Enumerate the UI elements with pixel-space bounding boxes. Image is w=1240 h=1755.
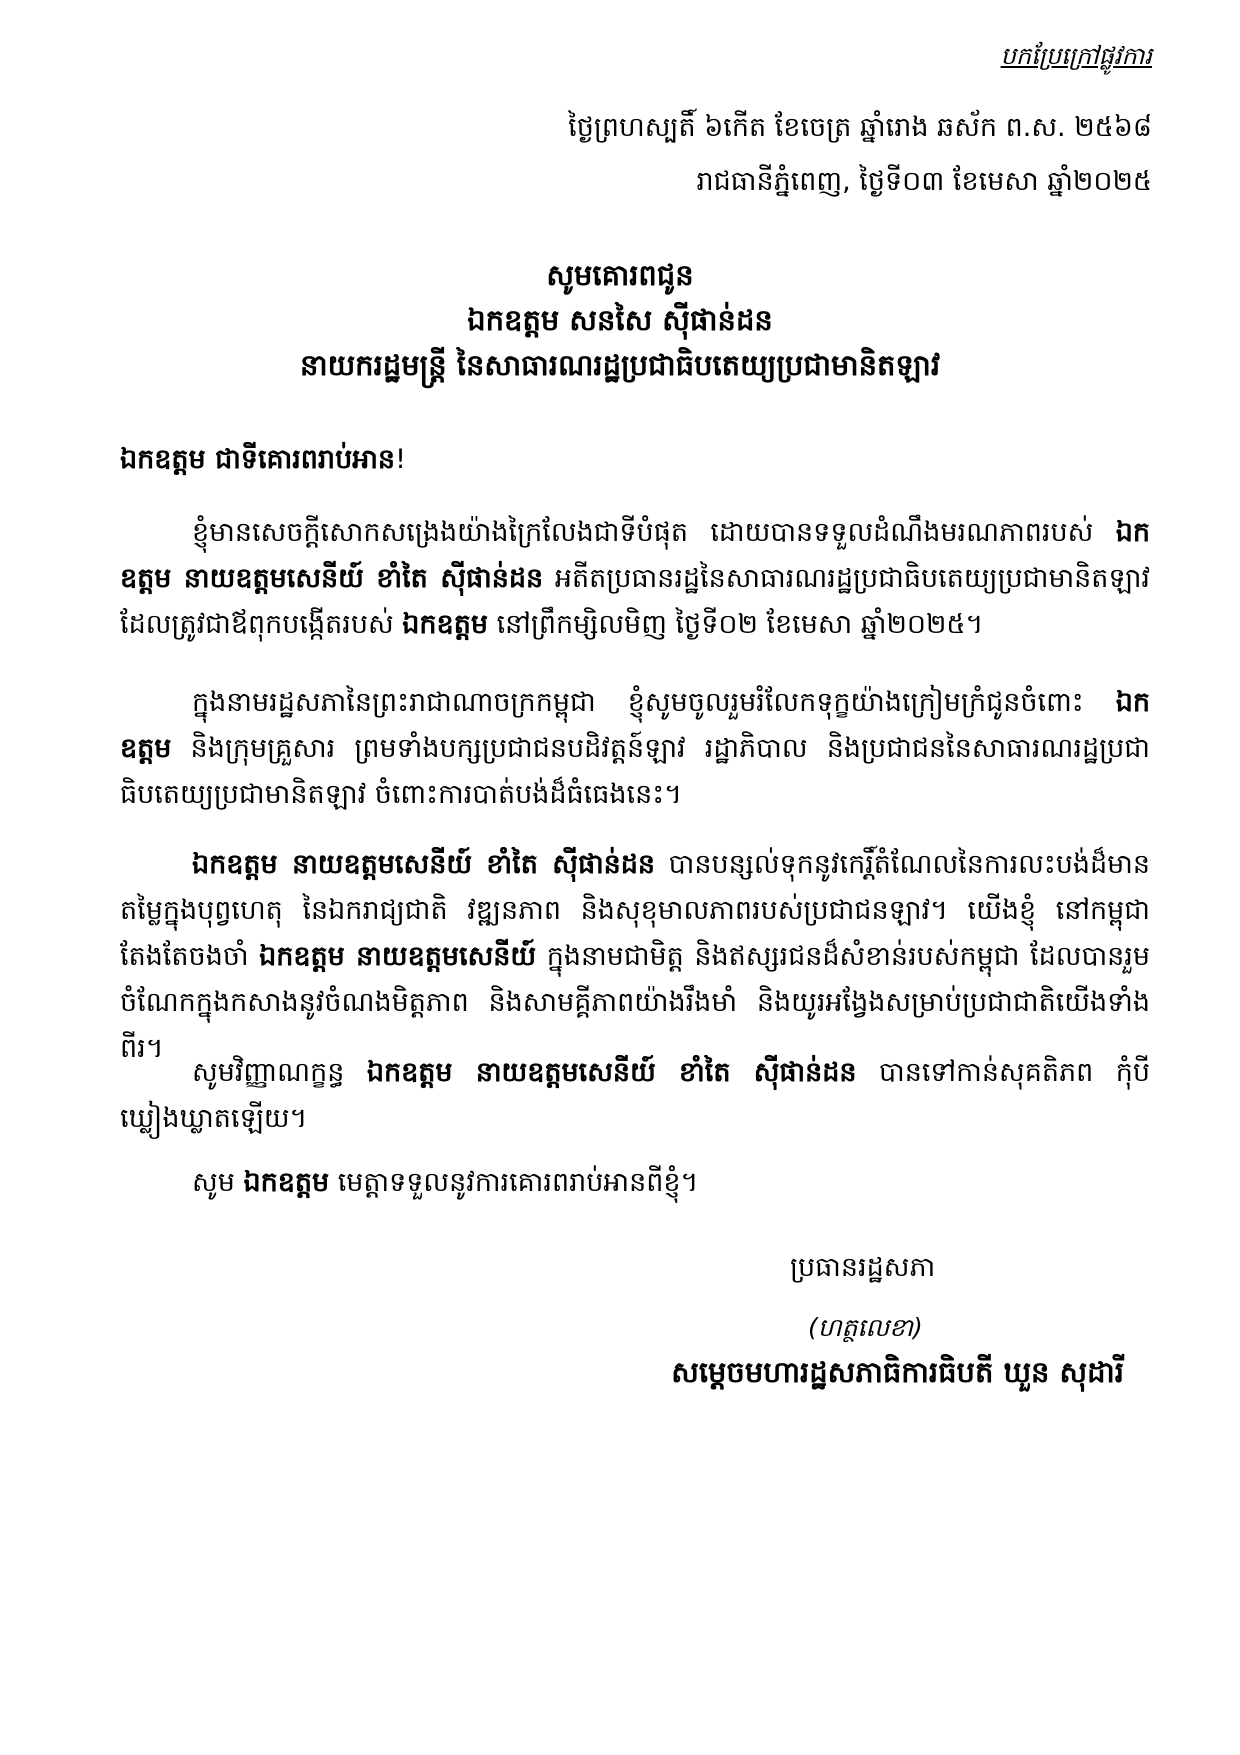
text: សូមវិញ្ញាណក្ខន្ធ <box>192 1057 367 1088</box>
paragraph-closing <box>120 1160 1150 1206</box>
text: និងក្រុមគ្រួសារ ព្រមទាំងបក្សប្រជាជនបដិវត្តន៍ឡាវ រដ្ឋាភិបាល និងប្រជាជននៃសាធារណរដ្ឋប្រជាធិបតេយ្យប្រជាមានិតឡាវ ចំពោះការបាត់បង់ដ៏ធំធេងនេះ។ <box>120 733 1150 810</box>
recipient-line-2: ឯកឧត្តម សនសៃ ស៊ីផាន់ដន <box>467 303 773 337</box>
bold-text: ឯកឧត្តម <box>402 609 488 640</box>
bold-text: ឯកឧត្តម នាយឧត្តមសេនីយ៍ ខាំតៃ ស៊ីផាន់ដន <box>192 849 656 880</box>
recipient-line-1: សូមគោរពជូន <box>546 258 694 292</box>
bold-text: ឯកឧត្តម នាយឧត្តមសេនីយ៍ ខាំតៃ ស៊ីផាន់ដន <box>120 517 1150 594</box>
signatory-name: សម្តេចមហារដ្ឋសភាធិការធិបតី ឃួន សុដារី <box>671 1355 1124 1389</box>
text: ក្នុងនាមរដ្ឋសភានៃព្រះរាជាណាចក្រកម្ពុជា ខ្ញុំសូមចូលរួមរំលែកទុក្ខយ៉ាងក្រៀមក្រំជូនចំពោះ <box>192 687 1116 718</box>
text: អតីតប្រធានរដ្ឋនៃសាធារណរដ្ឋប្រជាធិបតេយ្យប្រជាមានិតឡាវ ដែលត្រូវជាឪពុកបង្កើតរបស់ <box>120 563 1150 640</box>
paragraph-sympathy <box>120 680 1150 818</box>
text: នៅព្រឹកម្សិលមិញ ថ្ងៃទី០២ ខែមេសា ឆ្នាំ២០២៥។ <box>487 609 984 640</box>
bold-text: ឯកឧត្តម នាយឧត្តមសេនីយ៍ ខាំតៃ ស៊ីផាន់ដន <box>366 1057 857 1088</box>
text: បានទៅកាន់សុគតិភព កុំបីឃ្លៀងឃ្លាតឡើយ។ <box>120 1057 1150 1134</box>
paragraph-prayer <box>120 1050 1150 1142</box>
salutation <box>120 440 406 480</box>
unofficial-translation-label: បកប្រែក្រៅផ្លូវការ <box>1000 42 1152 70</box>
bold-text: ឯកឧត្តម នាយឧត្តមសេនីយ៍ <box>259 941 537 972</box>
solar-date: រាជធានីភ្នំពេញ, ថ្ងៃទី០៣ ខែមេសា ឆ្នាំ២០២៥ <box>696 166 1152 197</box>
recipient-line-3: នាយករដ្ឋមន្ត្រី នៃសាធារណរដ្ឋប្រជាធិបតេយ្យប្រជាមានិតឡាវ <box>299 348 941 382</box>
text: បានបន្សល់ទុកនូវកេរ្តិ៍តំណែលនៃការលះបង់ដ៏មានតម្លៃក្នុងបុព្វហេតុ នៃឯករាជ្យជាតិ វឌ្ឍនភាព និងសុខុមាលភាពរបស់ប្រជាជនឡាវ។ យើងខ្ញុំ នៅកម្ពុជាតែងតែចងចាំ <box>120 849 1150 972</box>
signatory-title: ប្រធានរដ្ឋសភា <box>790 1252 936 1283</box>
text: មេត្តាទទួលនូវការគោរពរាប់អានពីខ្ញុំ។ <box>329 1167 699 1198</box>
text: សូម <box>192 1167 244 1198</box>
bold-text: ឯកឧត្តម <box>120 687 1150 764</box>
lunar-date: ថ្ងៃព្រហស្បតិ៍ ៦កើត ខែចេត្រ ឆ្នាំរោង ឆស័ក ព.ស. ២៥៦៨ <box>568 112 1152 143</box>
text: ក្នុងនាមជាមិត្ត និងឥស្សរជនដ៏សំខាន់របស់កម្ពុជា ដែលបានរួមចំណែកក្នុងកសាងនូវចំណងមិត្តភាព និងសាមគ្គីភាពយ៉ាងរឹងមាំ និងយូរអង្វែងសម្រាប់ប្រជាជាតិយើងទាំងពីរ។ <box>120 941 1151 1064</box>
text: ខ្ញុំមានសេចក្តីសោកសង្រេងយ៉ាងក្រៃលែងជាទីបំផុត ដោយបានទទួលដំណឹងមរណភាពរបស់ <box>192 517 1116 548</box>
signature-note: (ហត្ថលេខា) <box>808 1313 923 1342</box>
salutation-text: ឯកឧត្តម ជាទីគោរពរាប់អាន <box>120 444 396 475</box>
paragraph-legacy <box>120 842 1150 1072</box>
bold-text: ឯកឧត្តម <box>243 1167 330 1198</box>
paragraph-condolence-news <box>120 510 1150 648</box>
salutation-punct: ! <box>395 444 406 475</box>
